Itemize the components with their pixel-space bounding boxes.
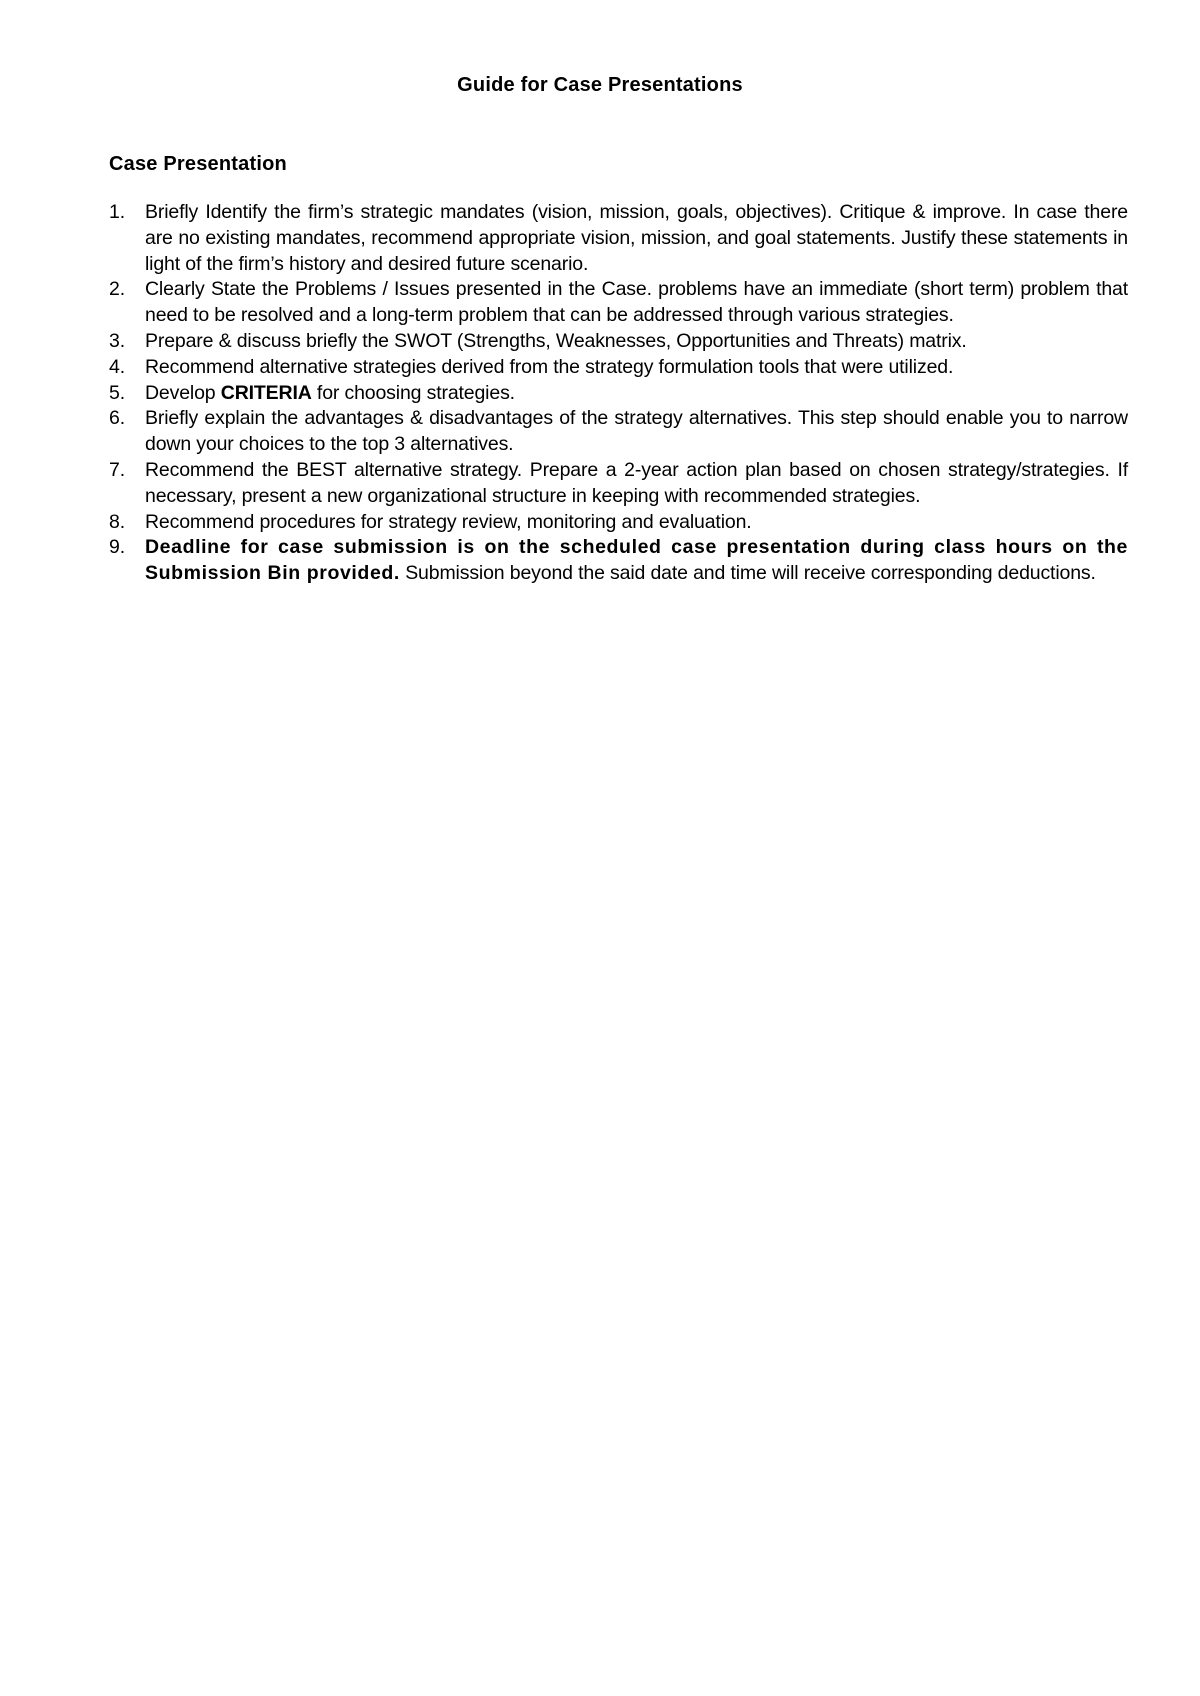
- item-text: [145, 381, 1128, 407]
- item-number: 5.: [109, 381, 125, 404]
- list-item: [109, 329, 1128, 355]
- item-number: 8.: [109, 510, 125, 533]
- list-item: [109, 535, 1128, 587]
- item-number: 2.: [109, 278, 125, 301]
- list-item: [109, 510, 1128, 536]
- item-number: 1.: [109, 201, 125, 223]
- item-text-start: Develop: [145, 381, 221, 404]
- item-text: Recommend the BEST alternative strategy. Prepare a 2-year action plan based on chosen strategy/strategies. If necessary, present a new organizational structure in keeping with recommended strategies.: [145, 458, 1128, 507]
- item-number: 6.: [109, 407, 125, 430]
- list-item: [109, 458, 1128, 510]
- item-number: 3.: [109, 329, 125, 352]
- instruction-list: [109, 200, 1128, 587]
- item-text: Briefly explain the advantages & disadvantages of the strategy alternatives. This step should enable you to narrow down your choices to the top 3 alternatives.: [145, 407, 1128, 456]
- item-text: [145, 535, 1128, 587]
- list-item: [109, 381, 1128, 407]
- criteria-emphasis: CRITERIA: [220, 381, 312, 404]
- list-item: [109, 277, 1128, 329]
- item-number: 9.: [109, 536, 125, 559]
- item-number: 4.: [109, 355, 125, 378]
- item-text-end: for choosing strategies.: [311, 381, 515, 404]
- list-item: [109, 355, 1128, 381]
- item-text: Recommend alternative strategies derived from the strategy formulation tools that were utilized.: [145, 355, 954, 378]
- item-text-end: Submission beyond the said date and time will receive corresponding deductions.: [399, 562, 1096, 585]
- item-text: Briefly Identify the firm’s strategic mandates (vision, mission, goals, objectives). Critique & improve. In case there are no existing mandates, recommend appropriate vision, mission, and goal statements. Justify these statements in light of the firm’s history and desired future scenario.: [145, 201, 1128, 275]
- list-item: [109, 406, 1128, 458]
- section-heading: Case Presentation: [109, 153, 287, 175]
- item-text: Clearly State the Problems / Issues presented in the Case. problems have an immediate (short term) problem that need to be resolved and a long-term problem that can be addressed through various strategies.: [145, 278, 1128, 327]
- deadline-emphasis: Deadline for case submission is on the scheduled case presentation during class hours on the Submission Bin provided.: [145, 536, 1128, 585]
- item-text: Recommend procedures for strategy review, monitoring and evaluation.: [145, 510, 752, 533]
- document-title: Guide for Case Presentations: [457, 74, 743, 96]
- list-item: [109, 200, 1128, 277]
- item-number: 7.: [109, 458, 125, 481]
- item-text: Prepare & discuss briefly the SWOT (Strengths, Weaknesses, Opportunities and Threats) matrix.: [145, 329, 967, 352]
